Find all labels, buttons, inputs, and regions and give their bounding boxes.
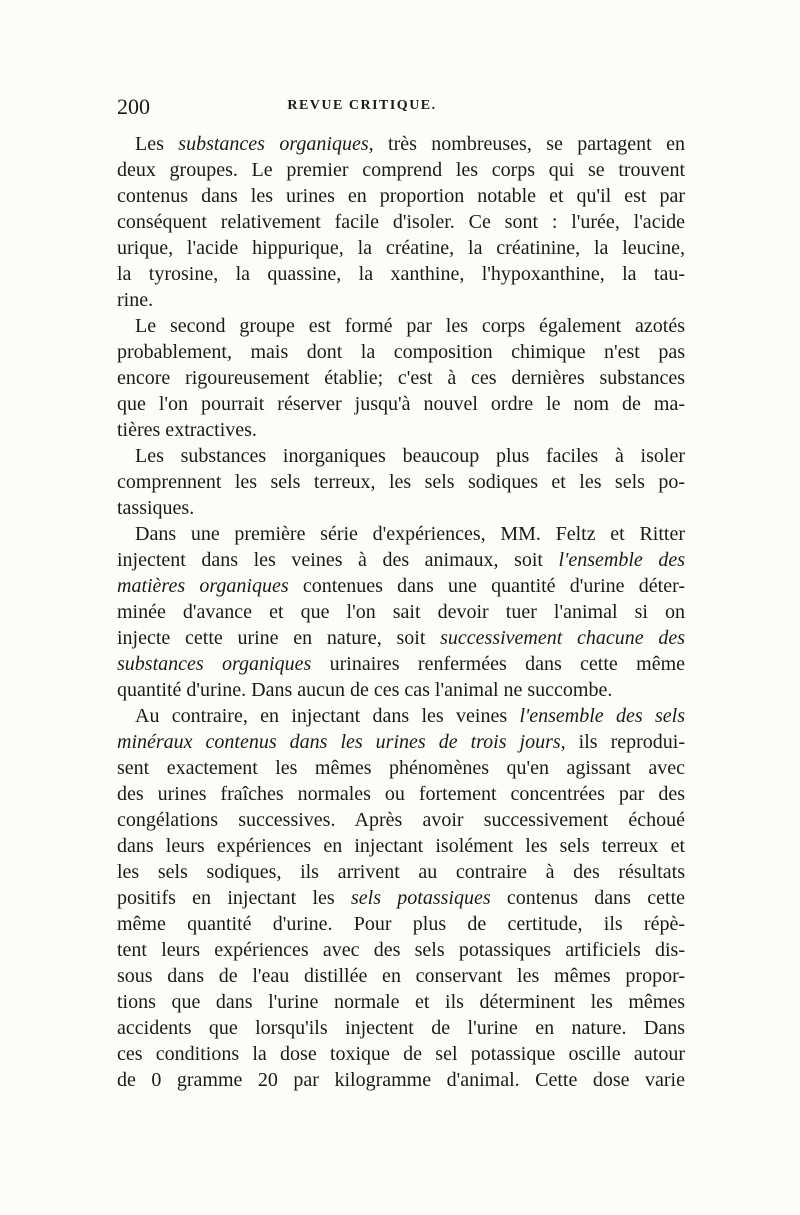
text-line: injectent dans les veines à des animaux, soit l'ensemble des: [117, 549, 685, 571]
text-line: Le second groupe est formé par les corps également azotés: [135, 315, 685, 337]
italic-text: l'ensemble des sels: [519, 705, 685, 727]
page-header: [117, 94, 697, 124]
text-line: encore rigoureusement établie; c'est à ces dernières substances: [117, 367, 685, 389]
text-line: sous dans de l'eau distillée en conservant les mêmes propor-: [117, 965, 685, 987]
italic-text: sels potassiques: [351, 887, 491, 909]
text-line: contenus dans les urines en proportion notable et qu'il est par: [117, 185, 685, 207]
text-line: accidents que lorsqu'ils injectent de l'urine en nature. Dans: [117, 1017, 685, 1039]
text-line: la tyrosine, la quassine, la xanthine, l'hypoxanthine, la tau-: [117, 263, 685, 285]
text-line: Dans une première série d'expériences, MM. Feltz et Ritter: [135, 523, 685, 545]
running-title: REVUE CRITIQUE.: [287, 98, 437, 113]
text-line: comprennent les sels terreux, les sels sodiques et les sels po-: [117, 471, 685, 493]
text-line: tières extractives.: [117, 419, 257, 441]
italic-text: substances organiques,: [178, 133, 374, 155]
text-line: congélations successives. Après avoir successivement échoué: [117, 809, 685, 831]
italic-text: l'ensemble des: [558, 549, 685, 571]
text-line: dans leurs expériences en injectant isolément les sels terreux et: [117, 835, 685, 857]
body-text: [117, 131, 685, 1093]
text-line: minéraux contenus dans les urines de trois jours, ils reprodui-: [117, 731, 685, 753]
italic-text: substances organiques: [117, 653, 312, 675]
text-line: conséquent relativement facile d'isoler. Ce sont : l'urée, l'acide: [117, 211, 685, 233]
text-line: rine.: [117, 289, 154, 311]
text-line: les sels sodiques, ils arrivent au contraire à des résultats: [117, 861, 685, 883]
text-line: deux groupes. Le premier comprend les corps qui se trouvent: [117, 159, 685, 181]
text-line: tions que dans l'urine normale et ils déterminent les mêmes: [117, 991, 685, 1013]
text-line: quantité d'urine. Dans aucun de ces cas l'animal ne succombe.: [117, 679, 613, 701]
text-line: probablement, mais dont la composition chimique n'est pas: [117, 341, 685, 363]
text-line: minée d'avance et que l'on sait devoir tuer l'animal si on: [117, 601, 685, 623]
text-line: substances organiques urinaires renfermées dans cette même: [117, 653, 686, 675]
text-line: des urines fraîches normales ou fortement concentrées par des: [117, 783, 685, 805]
italic-text: successivement chacune des: [440, 627, 685, 649]
text-line: sent exactement les mêmes phénomènes qu'en agissant avec: [117, 757, 685, 779]
text-line: même quantité d'urine. Pour plus de certitude, ils répè-: [117, 913, 685, 935]
text-line: ces conditions la dose toxique de sel potassique oscille autour: [117, 1043, 685, 1065]
text-line: Les substances organiques, très nombreuses, se partagent en: [135, 133, 685, 155]
text-line: de 0 gramme 20 par kilogramme d'animal. Cette dose varie: [117, 1069, 685, 1091]
text-line: tent leurs expériences avec des sels potassiques artificiels dis-: [117, 939, 685, 961]
text-line: positifs en injectant les sels potassiques contenus dans cette: [117, 887, 685, 909]
italic-text: matières organiques: [117, 575, 289, 597]
text-line: injecte cette urine en nature, soit successivement chacune des: [117, 627, 685, 649]
text-line: urique, l'acide hippurique, la créatine, la créatinine, la leucine,: [117, 237, 685, 259]
text-line: Au contraire, en injectant dans les veines l'ensemble des sels: [135, 705, 685, 727]
text-line: tassiques.: [117, 497, 195, 519]
text-line: Les substances inorganiques beaucoup plus faciles à isoler: [135, 445, 685, 467]
page-number: 200: [117, 94, 150, 119]
text-line: que l'on pourrait réserver jusqu'à nouvel ordre le nom de ma-: [117, 393, 685, 415]
italic-text: minéraux contenus dans les urines de trois jours,: [117, 731, 566, 753]
text-line: matières organiques contenues dans une quantité d'urine déter-: [117, 575, 685, 597]
